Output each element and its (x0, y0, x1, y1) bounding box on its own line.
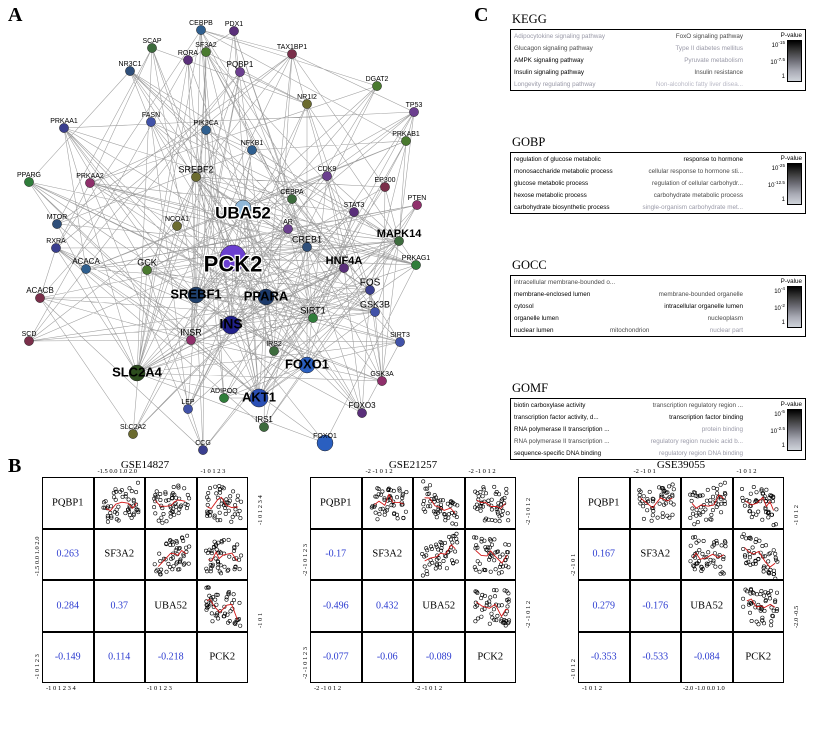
go-term-label: Type II diabetes mellitus (675, 45, 743, 52)
variable-name: PQBP1 (319, 497, 352, 509)
network-label-pdx1: PDX1 (224, 20, 244, 28)
correlation-value: 0.37 (110, 600, 128, 612)
axis-tick-label: -1 0 1 2 (736, 468, 757, 475)
variable-name: SF3A2 (104, 548, 135, 560)
network-label-sirt1: SIRT1 (300, 305, 326, 316)
variable-name: UBA52 (422, 600, 456, 612)
scatter-diagonal-label (465, 632, 517, 684)
axis-tick-label: -2 -1 0 1 2 3 (302, 647, 309, 679)
go-term-label: nuclear part (709, 327, 743, 334)
panel-b-letter: B (8, 455, 22, 477)
network-label-dgat2: DGAT2 (365, 75, 389, 83)
network-label-cebpb: CEBPB (189, 19, 213, 27)
network-label-tp53: TP53 (405, 101, 423, 109)
network-label-mapk14: MAPK14 (376, 227, 422, 240)
go-term-label: nucleoplasm (707, 315, 743, 322)
correlation-cell (310, 529, 362, 581)
scatter-diagonal-label (197, 632, 249, 684)
network-label-srebf1: SREBF1 (170, 286, 222, 302)
correlation-cell (42, 529, 94, 581)
network-label-slc2a4: SLC2A4 (112, 364, 162, 380)
correlation-cell (310, 580, 362, 632)
network-label-tax1bp1: TAX1BP1 (276, 43, 308, 51)
axis-tick-label: -2 -1 0 1 2 3 (302, 544, 309, 576)
network-label-prkab1: PRKAB1 (392, 130, 420, 138)
network-label-lep: LEP (181, 398, 195, 406)
pvalue-legend-tick: $10^{-5}$ (774, 409, 785, 418)
network-label-acacb: ACACB (26, 286, 54, 296)
network-label-stat3: STAT3 (343, 201, 365, 209)
go-term-label: organelle lumen (514, 315, 559, 322)
go-term-label: intracellular organelle lumen (664, 303, 743, 310)
go-term-row (514, 303, 743, 310)
network-label-sf3a2: SF3A2 (195, 41, 217, 49)
correlation-value: 0.432 (376, 600, 399, 612)
go-term-label: regulation of cellular carbohydr... (651, 180, 743, 187)
correlation-cell (630, 580, 682, 632)
network-label-ncoa1: NCOA1 (164, 215, 190, 223)
pvalue-legend-tick: $10^{-15}$ (771, 40, 785, 49)
go-block-title: GOCC (512, 258, 547, 272)
go-term-label: membrane-bounded organelle (658, 291, 743, 298)
correlation-value: 0.114 (108, 651, 131, 663)
variable-name: SF3A2 (372, 548, 403, 560)
go-term-label: Non-alcoholic fatty liver disea... (655, 81, 743, 88)
panel-a-network (0, 0, 470, 455)
panel-a-letter: A (8, 4, 23, 26)
network-label-irs1: IRS1 (255, 415, 273, 425)
correlation-value: -0.089 (425, 651, 452, 663)
scatter-diagonal-label (578, 477, 630, 529)
scatter-cell (94, 477, 146, 529)
axis-tick-label: -1 0 1 2 3 (147, 685, 172, 692)
go-block-title: GOBP (512, 135, 546, 149)
pvalue-legend-title: P-value (780, 155, 802, 162)
network-label-adipoq: ADIPOQ (210, 387, 238, 395)
network-label-acaca: ACACA (72, 257, 100, 267)
axis-tick-label: -2 -1 0 1 2 (525, 497, 532, 525)
network-label-prkaa1: PRKAA1 (50, 117, 78, 125)
scatter-matrix-gse21257 (302, 459, 532, 692)
go-term-row (514, 291, 743, 298)
correlation-cell (310, 632, 362, 684)
go-term-label: membrane-enclosed lumen (514, 291, 591, 298)
correlation-value: 0.263 (56, 548, 79, 560)
network-label-cdk9: CDK9 (317, 165, 337, 173)
go-term-label: transcription factor binding (669, 414, 743, 421)
go-term-row (514, 81, 743, 88)
correlation-value: 0.167 (592, 548, 615, 560)
scatter-cell (733, 477, 785, 529)
pvalue-legend-gradient (787, 163, 802, 205)
network-label-pten: PTEN (407, 194, 427, 202)
correlation-cell (578, 529, 630, 581)
axis-tick-label: -2 -1 0 1 2 (314, 685, 342, 692)
network-label-pparg: PPARG (17, 171, 41, 179)
go-block-gomf (510, 381, 806, 460)
correlation-cell (681, 632, 733, 684)
go-term-label: glucose metabolic process (514, 180, 589, 187)
go-term-label: monosaccharide metabolic process (514, 168, 613, 175)
go-term-label: regulation of glucose metabolic (514, 156, 601, 163)
scatter-cell (465, 580, 517, 632)
go-term-row (514, 426, 743, 433)
pvalue-legend-gradient (787, 40, 802, 82)
network-label-uba52: UBA52 (215, 203, 271, 223)
axis-tick-label: -1.5 0.0 1.0 2.0 (97, 468, 138, 475)
go-term-label: mitochondrion (609, 327, 650, 334)
go-term-label: regulatory region DNA binding (658, 450, 743, 457)
go-block-gobp (510, 135, 806, 214)
network-label-gck: GCK (137, 257, 157, 268)
scatter-matrix-title: GSE39055 (656, 459, 706, 471)
network-label-hnf4a: HNF4A (325, 254, 363, 267)
go-term-label: RNA polymerase II transcription ... (514, 426, 610, 433)
go-term-row (514, 327, 743, 334)
network-label-insr: INSR (180, 327, 202, 338)
pvalue-legend-gradient (787, 409, 802, 451)
scatter-matrix-gse14827 (34, 459, 264, 692)
scatter-diagonal-label (630, 529, 682, 581)
go-term-label: nuclear lumen (514, 327, 554, 334)
network-label-rxra: RXRA (46, 237, 66, 245)
correlation-value: -0.084 (693, 651, 720, 663)
go-term-row (514, 192, 743, 199)
network-label-mtor: MTOR (46, 213, 68, 221)
axis-tick-label: -2 -1 0 1 2 (525, 600, 532, 628)
go-term-label: single-organism carbohydrate met... (642, 204, 743, 211)
correlation-value: -0.496 (322, 600, 349, 612)
pvalue-legend-tick: $10^{-2}$ (774, 303, 785, 312)
variable-name: PCK2 (745, 651, 772, 663)
go-block-title: KEGG (512, 12, 547, 26)
go-term-row (514, 168, 743, 175)
correlation-cell (578, 632, 630, 684)
scatter-diagonal-label (681, 580, 733, 632)
correlation-cell (578, 580, 630, 632)
network-label-nr3c1: NR3C1 (118, 60, 142, 68)
network-label-prkaa2: PRKAA2 (76, 172, 104, 180)
correlation-value: -0.077 (322, 651, 349, 663)
correlation-cell (94, 632, 146, 684)
scatter-cell (733, 529, 785, 581)
variable-name: PCK2 (477, 651, 504, 663)
network-label-foxo1: FOXO1 (284, 356, 330, 372)
scatter-matrix-title: GSE14827 (120, 459, 170, 471)
network-label-ar: AR (283, 218, 293, 226)
go-term-row (514, 438, 743, 445)
go-term-row (514, 279, 743, 286)
network-label-ins: INS (219, 315, 243, 332)
axis-tick-label: -2 -1 0 1 2 (365, 468, 393, 475)
go-term-row (514, 204, 743, 211)
go-term-label: Longevity regulating pathway (514, 81, 596, 88)
network-label-nr1i2: NR1I2 (297, 93, 317, 101)
axis-tick-label: -1 0 1 2 3 (200, 468, 226, 475)
axis-tick-label: -2 -1 0 1 (570, 553, 577, 576)
axis-tick-label: -1 0 1 2 3 4 (257, 494, 264, 525)
axis-tick-label: -1 0 1 2 (793, 504, 800, 525)
go-term-label: FoxO signaling pathway (675, 33, 743, 40)
go-term-label: Glucagon signaling pathway (514, 45, 593, 52)
scatter-cell (630, 477, 682, 529)
scatter-cell (733, 580, 785, 632)
network-label-fasn: FASN (141, 111, 161, 119)
go-term-label: regulatory region nucleic acid b... (650, 438, 743, 445)
correlation-value: 0.279 (592, 600, 615, 612)
go-term-label: transcription factor activity, d... (514, 414, 599, 421)
axis-tick-label: -2 -1 0 1 (633, 468, 656, 475)
correlation-cell (362, 632, 414, 684)
go-term-row (514, 315, 743, 322)
network-label-srebf2: SREBF2 (178, 164, 214, 175)
go-term-label: biotin carboxylase activity (514, 402, 586, 409)
variable-name: UBA52 (690, 600, 724, 612)
network-label-pqbp1: PQBP1 (226, 60, 254, 70)
pvalue-legend-tick: $10^{-12.5}$ (767, 180, 785, 189)
pvalue-legend-tick: 1 (781, 443, 785, 449)
go-term-label: Insulin signaling pathway (514, 69, 585, 76)
variable-name: UBA52 (154, 600, 188, 612)
network-label-ep300: EP300 (374, 176, 396, 184)
scatter-matrix-gse39055 (570, 459, 800, 692)
scatter-diagonal-label (94, 529, 146, 581)
axis-tick-label: -2.0 -1.0 0.0 1.0 (683, 685, 725, 692)
axis-tick-label: -1 0 1 2 3 (34, 654, 41, 679)
axis-tick-label: -2.0 -0.5 (793, 605, 800, 628)
correlation-value: -0.533 (642, 651, 669, 663)
network-label-scd: SCD (21, 330, 37, 338)
go-term-box (510, 29, 806, 91)
correlation-cell (413, 632, 465, 684)
pvalue-legend-tick: $10^{-4}$ (774, 286, 785, 295)
network-label-sirt3: SIRT3 (390, 331, 410, 339)
go-term-row (514, 45, 743, 52)
network-label-scap: SCAP (142, 37, 162, 45)
scatter-matrix-title: GSE21257 (388, 459, 438, 471)
correlation-cell (42, 632, 94, 684)
go-block-title: GOMF (512, 381, 549, 395)
pvalue-legend-title: P-value (780, 278, 802, 285)
correlation-value: -0.06 (376, 651, 398, 663)
pvalue-legend-tick: 1 (781, 74, 785, 80)
go-term-label: carbohydrate biosynthetic process (514, 204, 610, 211)
correlation-value: -0.149 (54, 651, 81, 663)
scatter-cell (681, 477, 733, 529)
scatter-diagonal-label (310, 477, 362, 529)
scatter-diagonal-label (413, 580, 465, 632)
network-label-pik3ca: PIK3CA (193, 119, 219, 127)
axis-tick-label: -2 -1 0 1 2 (415, 685, 443, 692)
go-term-row (514, 414, 743, 421)
pvalue-legend-gradient (787, 286, 802, 328)
axis-tick-label: -1 0 1 2 (570, 658, 577, 679)
scatter-diagonal-label (145, 580, 197, 632)
scatter-diagonal-label (733, 632, 785, 684)
scatter-cell (413, 477, 465, 529)
go-term-box (510, 275, 806, 337)
network-label-gsk3a: GSK3A (370, 370, 394, 378)
panel-c-enrichment (472, 0, 813, 455)
panel-b-scatter-matrices (0, 455, 813, 734)
go-term-label: protein binding (701, 426, 743, 433)
axis-tick-label: -1.5 0.0 1.0 2.0 (34, 536, 41, 576)
scatter-cell (197, 477, 249, 529)
go-block-gocc (510, 258, 806, 337)
correlation-value: -0.176 (642, 600, 669, 612)
go-term-label: cytosol (514, 303, 534, 310)
go-term-row (514, 402, 743, 409)
pvalue-legend (746, 32, 802, 82)
go-term-row (514, 69, 743, 76)
scatter-cell (465, 477, 517, 529)
network-label-pck2: PCK2 (203, 251, 263, 277)
correlation-value: -0.353 (590, 651, 617, 663)
go-term-label: sequence-specific DNA binding (514, 450, 602, 457)
go-term-label: intracellular membrane-bounded o... (514, 279, 616, 286)
pvalue-legend (746, 155, 802, 205)
scatter-diagonal-label (42, 477, 94, 529)
go-term-label: Pyruvate metabolism (684, 57, 743, 64)
go-term-box (510, 152, 806, 214)
network-label-akt1: AKT1 (242, 389, 276, 405)
scatter-cell (197, 529, 249, 581)
network-label-nfkb1: NFKB1 (240, 139, 264, 147)
network-graph (0, 0, 470, 455)
go-term-label: AMPK signaling pathway (514, 57, 584, 64)
scatter-cell (145, 477, 197, 529)
variable-name: PQBP1 (51, 497, 84, 509)
panel-c-letter: C (474, 4, 489, 26)
go-term-label: cellular response to hormone sti... (648, 168, 743, 175)
scatter-cell (413, 529, 465, 581)
pvalue-legend-tick: $10^{-2.5}$ (770, 426, 785, 435)
go-term-box (510, 398, 806, 460)
axis-tick-label: -1 0 1 2 (582, 685, 603, 692)
pvalue-legend-tick: 1 (781, 320, 785, 326)
go-term-row (514, 156, 743, 163)
scatter-cell (362, 477, 414, 529)
go-term-row (514, 33, 743, 40)
go-term-label: hexose metabolic process (514, 192, 587, 199)
network-label-ppara: PPARA (243, 288, 289, 304)
network-label-irs2: IRS2 (266, 340, 282, 348)
go-term-label: RNA polymerase II transcription ... (514, 438, 610, 445)
go-term-label: response to hormone (683, 156, 743, 163)
correlation-value: 0.284 (56, 600, 79, 612)
network-label-cebpa: CEBPA (280, 188, 304, 196)
network-label-rora: RORA (177, 49, 199, 57)
variable-name: SF3A2 (640, 548, 671, 560)
go-term-row (514, 57, 743, 64)
network-label-foxo1: FOXO1 (313, 432, 337, 440)
scatter-diagonal-label (362, 529, 414, 581)
network-label-ccg: CCG (195, 439, 211, 447)
go-term-label: Insulin resistance (694, 69, 743, 76)
network-label-foxo3: FOXO3 (348, 401, 376, 411)
axis-tick-label: -1 0 1 (257, 612, 264, 628)
correlation-value: -0.17 (325, 548, 347, 560)
network-label-creb1: CREB1 (291, 234, 323, 245)
correlation-cell (630, 632, 682, 684)
correlation-cell (42, 580, 94, 632)
axis-tick-label: -2 -1 0 1 2 (468, 468, 496, 475)
correlation-cell (94, 580, 146, 632)
go-term-label: Adipocytokine signaling pathway (514, 33, 606, 40)
network-label-gsk3b: GSK3B (359, 299, 391, 310)
pvalue-legend-title: P-value (780, 401, 802, 408)
network-label-fos: FOS (359, 277, 381, 289)
correlation-value: -0.218 (157, 651, 184, 663)
correlation-cell (145, 632, 197, 684)
scatter-cell (465, 529, 517, 581)
go-term-label: carbohydrate metabolic process (653, 192, 743, 199)
go-term-row (514, 180, 743, 187)
variable-name: PCK2 (209, 651, 236, 663)
network-label-prkag1: PRKAG1 (401, 254, 431, 262)
go-block-kegg (510, 12, 806, 91)
pvalue-legend-tick: 1 (781, 197, 785, 203)
pvalue-legend (746, 278, 802, 328)
correlation-cell (362, 580, 414, 632)
network-label-slc2a2: SLC2A2 (119, 423, 147, 431)
scatter-cell (145, 529, 197, 581)
pvalue-legend-title: P-value (780, 32, 802, 39)
axis-tick-label: -1 0 1 2 3 4 (46, 685, 76, 692)
pvalue-legend-tick: $10^{-7.5}$ (770, 57, 785, 66)
scatter-cell (197, 580, 249, 632)
variable-name: PQBP1 (587, 497, 620, 509)
pvalue-legend (746, 401, 802, 451)
pvalue-legend-tick: $10^{-25}$ (771, 163, 785, 172)
scatter-cell (681, 529, 733, 581)
go-term-label: transcription regulatory region ... (652, 402, 743, 409)
